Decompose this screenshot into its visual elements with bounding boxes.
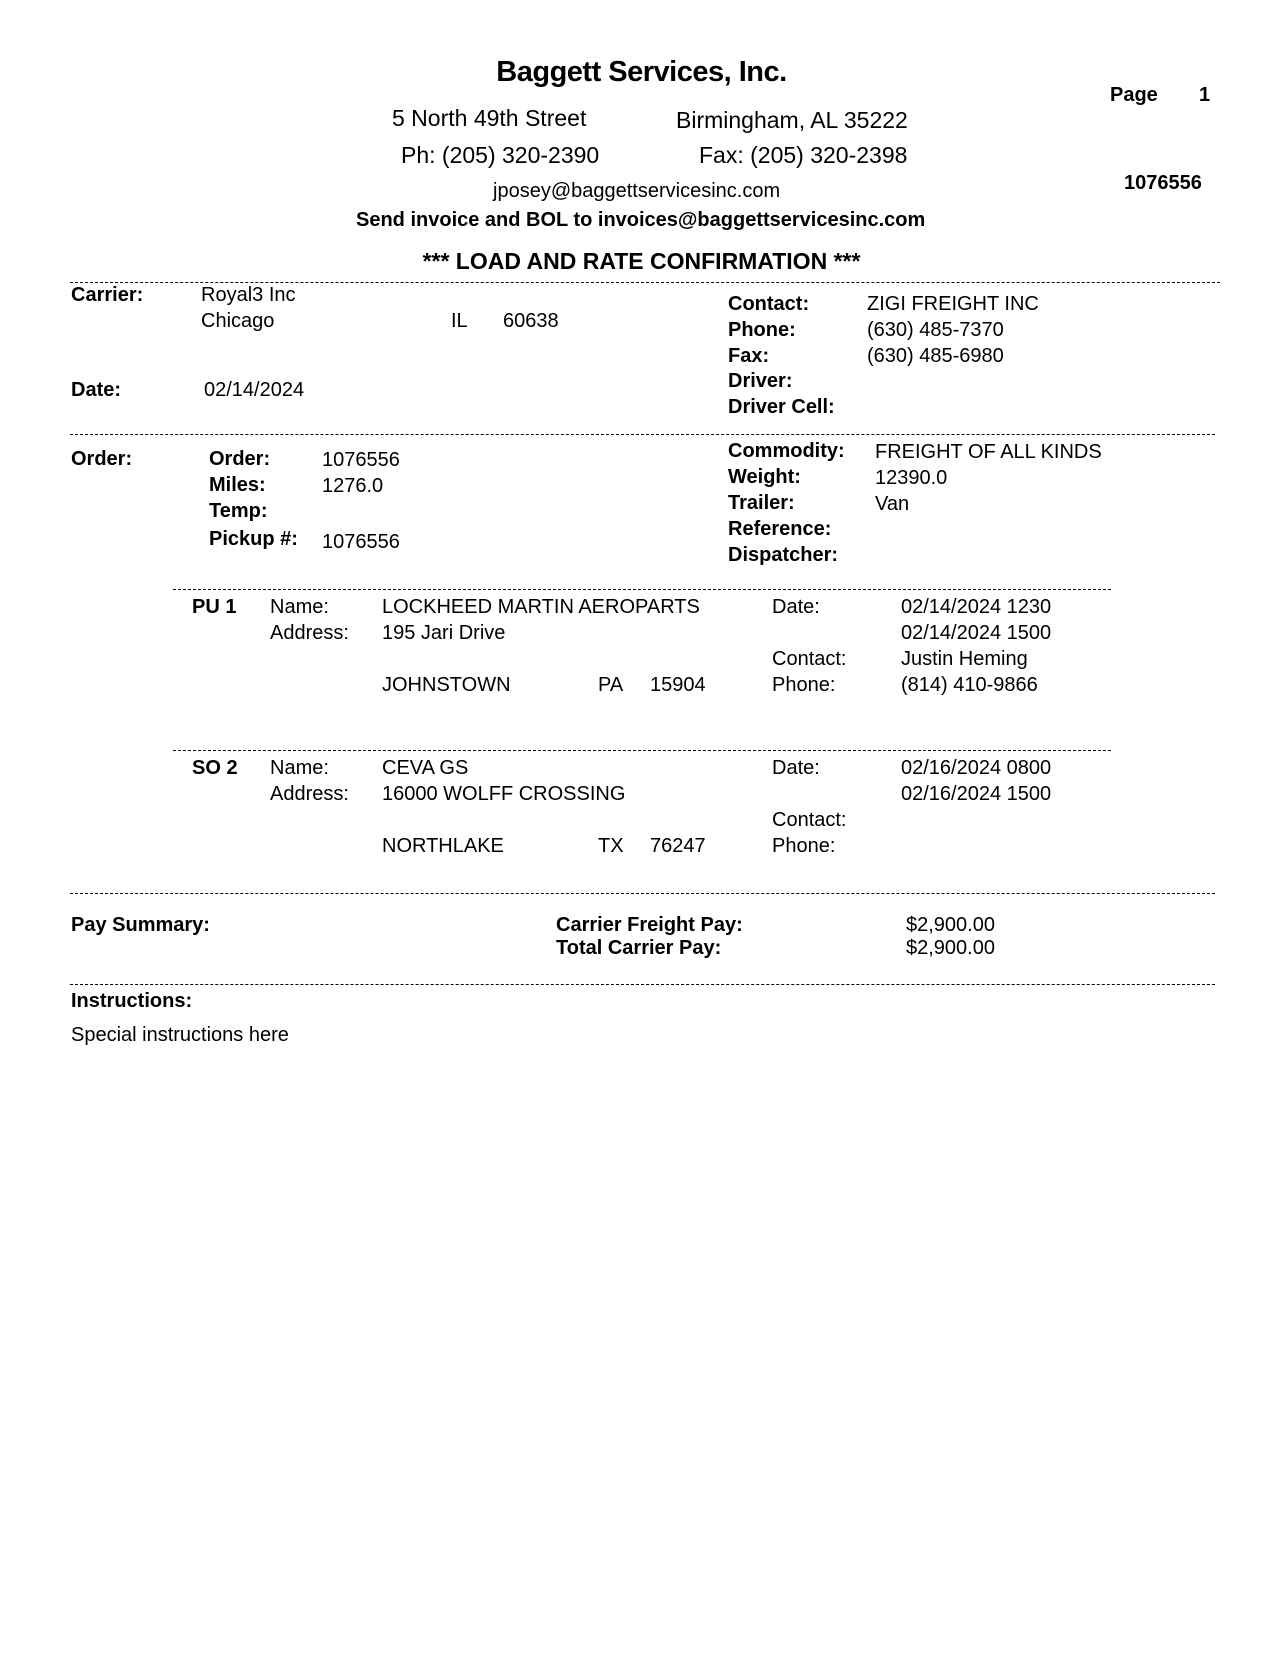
- stop-state: PA: [598, 674, 624, 696]
- company-fax: Fax: (205) 320-2398: [699, 142, 908, 168]
- divider: [70, 893, 1215, 894]
- stop-contact-label: Contact:: [772, 809, 847, 831]
- stop-state: TX: [598, 835, 624, 857]
- stop-city: NORTHLAKE: [382, 835, 504, 857]
- stop-address-label: Address:: [270, 622, 349, 644]
- stop-date-label: Date:: [772, 757, 820, 779]
- total-carrier-pay-label: Total Carrier Pay:: [556, 937, 722, 959]
- divider: [70, 434, 1215, 435]
- stop-city: JOHNSTOWN: [382, 674, 511, 696]
- dispatcher-label: Dispatcher:: [728, 544, 839, 566]
- stop-phone: (814) 410-9866: [901, 674, 1038, 696]
- stop-phone-label: Phone:: [772, 674, 836, 696]
- stop-address: 16000 WOLFF CROSSING: [382, 783, 626, 805]
- contact-label: Contact:: [728, 293, 810, 315]
- pay-summary-label: Pay Summary:: [71, 914, 210, 936]
- stop-contact: Justin Heming: [901, 648, 1028, 670]
- divider: [173, 750, 1111, 751]
- carrier-label: Carrier:: [71, 284, 144, 306]
- stop-date-start: 02/16/2024 0800: [901, 757, 1052, 779]
- carrier-state: IL: [451, 310, 468, 332]
- instructions-label: Instructions:: [71, 990, 193, 1012]
- stop-date-end: 02/16/2024 1500: [901, 783, 1052, 805]
- stop-code: PU 1: [192, 596, 237, 618]
- document-title: *** LOAD AND RATE CONFIRMATION ***: [422, 248, 861, 274]
- stop-date-start: 02/14/2024 1230: [901, 596, 1052, 618]
- stop-zip: 76247: [650, 835, 706, 857]
- company-email: jposey@baggettservicesinc.com: [493, 180, 781, 202]
- carrier-name: Royal3 Inc: [201, 284, 296, 306]
- weight-label: Weight:: [728, 466, 801, 488]
- pickup-number: 1076556: [322, 531, 400, 553]
- driver-cell-label: Driver Cell:: [728, 396, 835, 418]
- stop-name-label: Name:: [270, 596, 329, 618]
- carrier-freight-pay-label: Carrier Freight Pay:: [556, 914, 743, 936]
- confirmation-date: 02/14/2024: [204, 379, 305, 401]
- stop-contact-label: Contact:: [772, 648, 847, 670]
- company-street: 5 North 49th Street: [392, 105, 587, 131]
- carrier-contact: ZIGI FREIGHT INC: [867, 293, 1039, 315]
- phone-label: Phone:: [728, 319, 796, 341]
- divider: [70, 282, 1220, 283]
- stop-name: LOCKHEED MARTIN AEROPARTS: [382, 596, 700, 618]
- carrier-fax: (630) 485-6980: [867, 345, 1004, 367]
- stop-date-label: Date:: [772, 596, 820, 618]
- stop-phone-label: Phone:: [772, 835, 836, 857]
- trailer-label: Trailer:: [728, 492, 795, 514]
- stop-zip: 15904: [650, 674, 706, 696]
- order-section-label: Order:: [71, 448, 133, 470]
- load-number: 1076556: [1124, 172, 1202, 194]
- page-number: 1: [1199, 84, 1211, 106]
- divider: [173, 589, 1111, 590]
- instructions-text: Special instructions here: [71, 1024, 289, 1046]
- pickup-number-label: Pickup #:: [209, 528, 298, 550]
- driver-label: Driver:: [728, 370, 793, 392]
- divider: [70, 984, 1215, 985]
- stop-code: SO 2: [192, 757, 238, 779]
- date-label: Date:: [71, 379, 122, 401]
- stop-date-end: 02/14/2024 1500: [901, 622, 1052, 644]
- temp-label: Temp:: [209, 500, 268, 522]
- carrier-phone: (630) 485-7370: [867, 319, 1004, 341]
- order-label: Order:: [209, 448, 271, 470]
- commodity-label: Commodity:: [728, 440, 845, 462]
- total-carrier-pay-value: $2,900.00: [906, 937, 995, 959]
- trailer-value: Van: [875, 493, 910, 515]
- miles-label: Miles:: [209, 474, 266, 496]
- fax-label: Fax:: [728, 345, 770, 367]
- weight-value: 12390.0: [875, 467, 948, 489]
- page-label: Page: [1110, 84, 1158, 106]
- company-city: Birmingham, AL 35222: [676, 107, 908, 133]
- carrier-zip: 60638: [503, 310, 559, 332]
- reference-label: Reference:: [728, 518, 832, 540]
- commodity-value: FREIGHT OF ALL KINDS: [875, 441, 1102, 463]
- invoice-instruction: Send invoice and BOL to invoices@baggettservicesinc.com: [356, 209, 926, 231]
- stop-address: 195 Jari Drive: [382, 622, 506, 644]
- carrier-freight-pay-value: $2,900.00: [906, 914, 995, 936]
- stop-name-label: Name:: [270, 757, 329, 779]
- miles-value: 1276.0: [322, 475, 384, 497]
- company-phone: Ph: (205) 320-2390: [401, 142, 600, 168]
- stop-name: CEVA GS: [382, 757, 469, 779]
- company-name: Baggett Services, Inc.: [496, 56, 787, 88]
- order-number: 1076556: [322, 449, 400, 471]
- stop-address-label: Address:: [270, 783, 349, 805]
- carrier-city: Chicago: [201, 310, 275, 332]
